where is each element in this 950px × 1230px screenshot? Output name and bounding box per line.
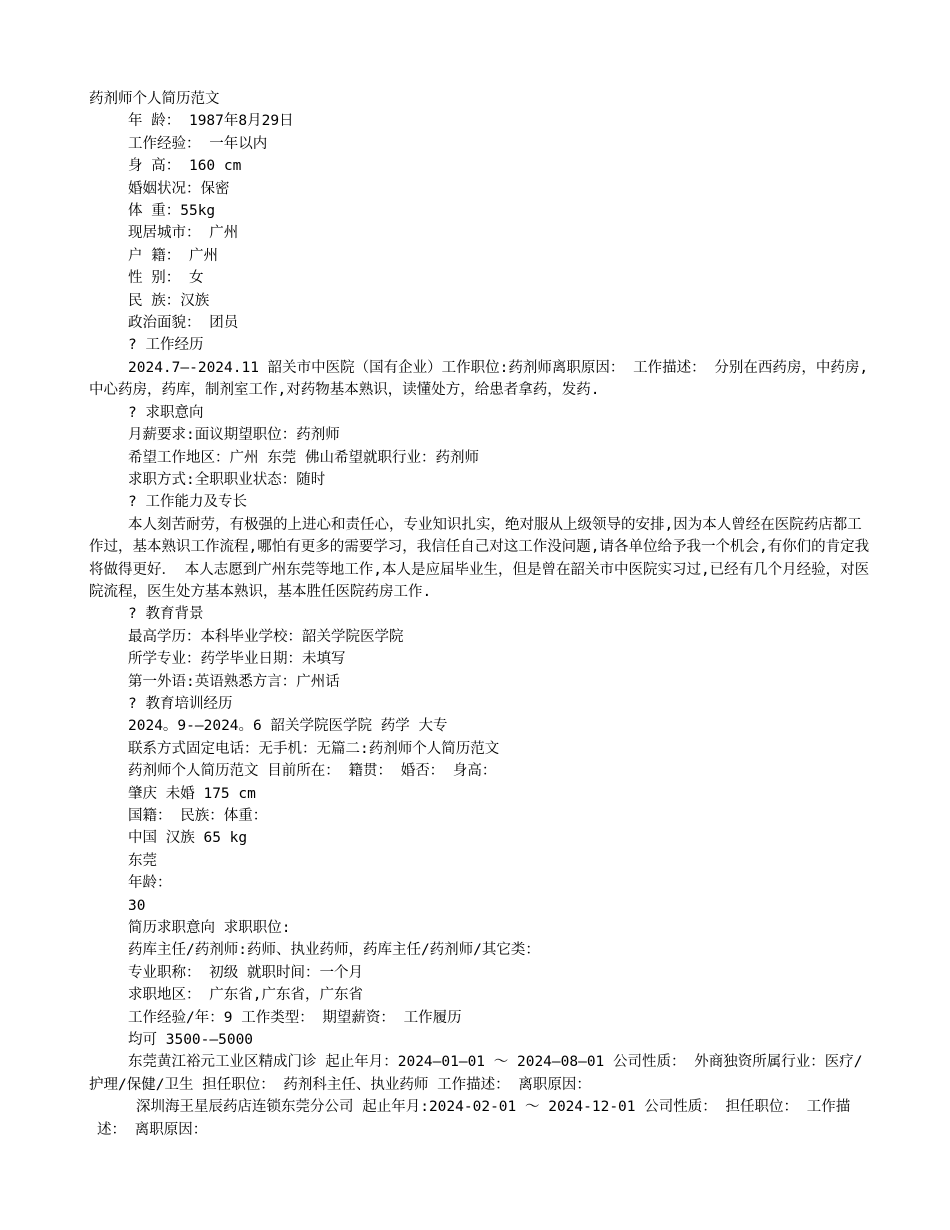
resume2-values-row-2: 中国 汉族 65 kg [128, 830, 248, 847]
resume2-labels-row-2: 国籍： 民族：体重： [128, 808, 268, 824]
resume2-salary-range: 均可 3500-—5000 [128, 1032, 254, 1049]
skills-paragraph: 本人刻苦耐劳，有极强的上进心和责任心，专业知识扎实，绝对服从上级领导的安排,因为本人曾经在医院药店都工作过，基本熟识工作流程,哪怕有更多的需要学习，我信任自己对这工作没问题,请各单位给予我一个机会,有你们的肯定我将做得更好． 本人志愿到广州东莞等地工作,本人是应届毕业生，但是曾在韶关市中医院实习过,已经有几个月经验，对医院流程，医生处方基本熟识，基本胜任医院药房工作. [89, 516, 870, 600]
field-weight: 体 重：55kg [128, 203, 216, 220]
resume2-work-history-1: 东莞黄江裕元工业区精成门诊 起止年月：2024—01—01 ～ 2024—08—01 公司性质： 外商独资所属行业：医疗/护理/保健/卫生 担任职位： 药剂科主任、执业药师 工作描述： 离职原因： [89, 1054, 863, 1093]
work-experience-paragraph: 2024.7—-2024.11 韶关市中医院（国有企业）工作职位:药剂师离职原因： 工作描述： 分别在西药房，中药房,中心药房，药库，制剂室工作,对药物基本熟识，读懂处方，给患者拿药，发药. [89, 359, 869, 399]
resume2-location: 东莞 [128, 852, 157, 869]
resume2-header-row: 药剂师个人简历范文 目前所在： 籍贯： 婚否： 身高： [128, 763, 497, 780]
resume2-position: 药库主任/药剂师:药师、执业药师，药库主任/药剂师/其它类： [128, 942, 540, 959]
document-title: 药剂师个人简历范文 [89, 91, 220, 107]
field-major-graduation: 所学专业：药学毕业日期：未填写 [128, 651, 346, 668]
resume2-values-row-1: 肇庆 未婚 175 cm [128, 785, 256, 802]
field-household-registration: 户 籍： 广州 [128, 247, 218, 264]
field-current-city: 现居城市： 广州 [128, 225, 239, 242]
resume2-area: 求职地区： 广东省,广东省，广东省 [128, 987, 363, 1004]
resume2-age-label: 年龄： [128, 875, 172, 892]
section-heading-skills: ? 工作能力及专长 [128, 494, 247, 511]
training-entry: 2024。9-—2024。6 韶关学院医学院 药学 大专 [128, 718, 448, 735]
section-heading-work-experience: ? 工作经历 [128, 337, 204, 354]
section-heading-training: ? 教育培训经历 [128, 695, 233, 712]
field-marital-status: 婚姻状况：保密 [128, 180, 230, 197]
field-gender: 性 别： 女 [128, 270, 204, 287]
resume2-age-value: 30 [128, 897, 146, 914]
section-heading-education: ? 教育背景 [128, 606, 204, 623]
field-job-type-status: 求职方式:全职职业状态：随时 [128, 471, 326, 488]
field-experience: 工作经验： 一年以内 [128, 135, 268, 152]
field-languages: 第一外语:英语熟悉方言：广州话 [128, 673, 340, 690]
field-height: 身 高： 160 cm [128, 158, 242, 175]
field-political-status: 政治面貌： 团员 [128, 315, 239, 332]
field-age: 年 龄： 1987年8月29日 [128, 113, 294, 130]
resume2-experience-type-salary: 工作经验/年：9 工作类型： 期望薪资： 工作履历 [128, 1009, 462, 1026]
field-salary-position: 月薪要求:面议期望职位：药剂师 [128, 427, 340, 444]
field-desired-area: 希望工作地区：广州 东莞 佛山希望就职行业：药剂师 [128, 449, 479, 466]
document-body [89, 88, 871, 1141]
field-degree-school: 最高学历：本科毕业学校：韶关学院医学院 [128, 628, 404, 645]
resume2-title-availability: 专业职称： 初级 就职时间：一个月 [128, 964, 363, 981]
resume2-work-history-2: 深圳海王星辰药店连锁东莞分公司 起止年月:2024-02-01 ～ 2024-12-01 公司性质： 担任职位： 工作描述： 离职原因： [97, 1099, 851, 1138]
section-heading-job-intention: ? 求职意向 [128, 404, 204, 421]
resume2-intention-heading: 简历求职意向 求职职位: [128, 920, 291, 937]
field-contact: 联系方式固定电话：无手机：无篇二:药剂师个人简历范文 [128, 740, 500, 757]
field-ethnicity: 民 族：汉族 [128, 292, 210, 309]
